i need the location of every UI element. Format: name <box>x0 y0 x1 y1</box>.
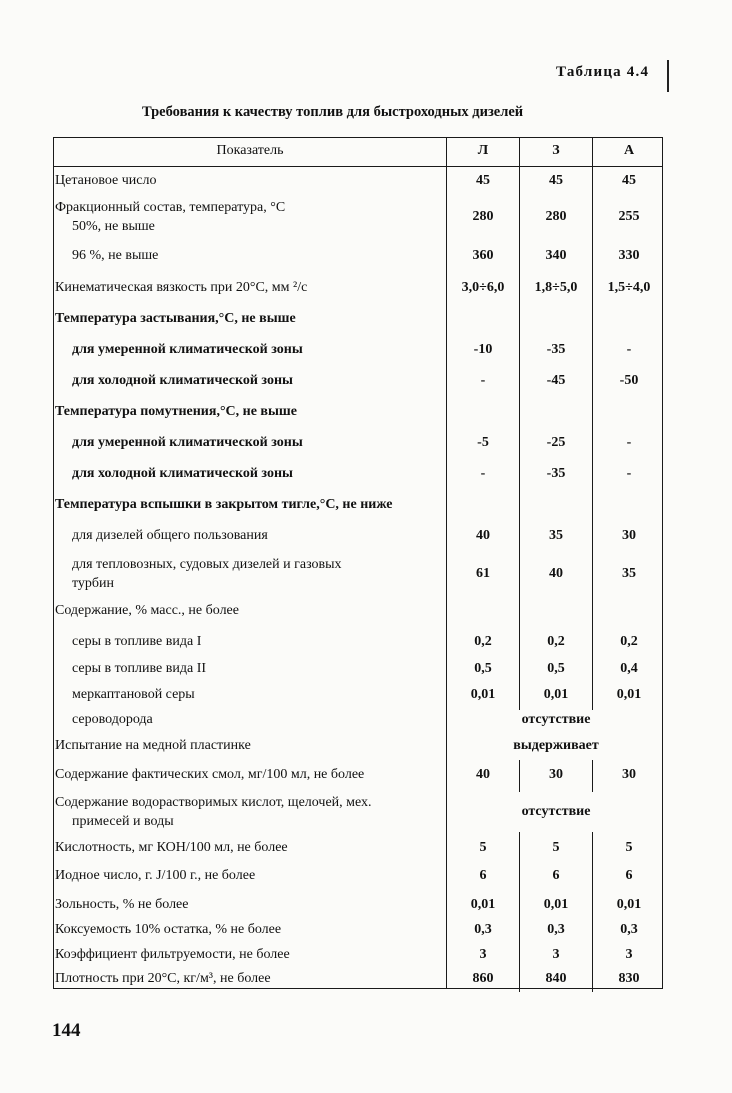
table-cell: 3 <box>479 947 487 962</box>
table-cell: 0,2 <box>620 634 638 649</box>
row-label: серы в топливе вида I <box>72 634 202 649</box>
row-label: серы в топливе вида II <box>72 661 207 676</box>
row-label: меркаптановой серы <box>72 687 195 702</box>
merged-value: отсутствие <box>521 804 591 819</box>
row-label: Коэффициент фильтруемости, не более <box>55 947 290 962</box>
row-label: Температура помутнения,°С, не выше <box>55 404 297 419</box>
table-cell: 840 <box>545 971 567 986</box>
table-cell: 0,01 <box>616 687 642 702</box>
table-cell: -25 <box>546 435 566 450</box>
table-cell: 35 <box>622 566 636 581</box>
table-title: Требования к качеству топлив для быстроходных дизелей <box>142 104 524 120</box>
table-cell: - <box>480 466 486 481</box>
table-cell: 30 <box>549 767 563 782</box>
table-cell: 35 <box>549 528 563 543</box>
table-cell: 0,01 <box>470 687 496 702</box>
column-divider <box>519 137 520 710</box>
table-cell: 30 <box>622 528 636 543</box>
row-label: Коксуемость 10% остатка, % не более <box>55 922 282 937</box>
row-label-continued: примесей и воды <box>72 814 174 829</box>
table-cell: 0,01 <box>470 897 496 912</box>
column-header: Показатель <box>216 143 284 158</box>
margin-bar <box>667 60 669 92</box>
row-label: для холодной климатической зоны <box>72 466 293 481</box>
table-cell: -35 <box>546 342 566 357</box>
table-cell: 280 <box>472 209 494 224</box>
table-cell: 5 <box>479 840 487 855</box>
table-cell: -5 <box>477 435 489 450</box>
table-cell: - <box>480 373 486 388</box>
table-cell: 40 <box>476 767 490 782</box>
table-cell: 40 <box>476 528 490 543</box>
row-label: для умеренной климатической зоны <box>72 435 303 450</box>
row-label: Зольность, % не более <box>55 897 189 912</box>
page-number: 144 <box>52 1020 81 1041</box>
row-label: Температура застывания,°С, не выше <box>55 311 296 326</box>
table-cell: 0,3 <box>547 922 565 937</box>
table-cell: 280 <box>545 209 567 224</box>
row-label-continued: турбин <box>72 576 115 591</box>
column-divider <box>519 832 520 992</box>
column-header: Л <box>477 143 489 158</box>
row-label: для тепловозных, судовых дизелей и газовых <box>72 557 342 572</box>
table-label: Таблица 4.4 <box>556 64 650 80</box>
column-divider <box>592 137 593 710</box>
table-cell: 61 <box>476 566 490 581</box>
column-header: З <box>552 143 560 158</box>
merged-value: отсутствие <box>521 712 591 727</box>
table-cell: 6 <box>625 868 633 883</box>
table-cell: 6 <box>479 868 487 883</box>
table-cell: 45 <box>622 173 636 188</box>
row-label: Содержание, % масс., не более <box>55 603 239 618</box>
table-cell: 360 <box>472 248 494 263</box>
table-cell: 0,4 <box>620 661 638 676</box>
table-cell: 0,5 <box>474 661 492 676</box>
row-label: Фракционный состав, температура, °С <box>55 200 286 215</box>
table-cell: 0,2 <box>474 634 492 649</box>
row-label: Температура вспышки в закрытом тигле,°С, не ниже <box>55 497 393 512</box>
table-cell: 3 <box>552 947 560 962</box>
table-cell: 5 <box>552 840 560 855</box>
table-cell: 45 <box>549 173 563 188</box>
row-label: для холодной климатической зоны <box>72 373 293 388</box>
table-cell: - <box>626 342 632 357</box>
column-header: А <box>623 143 635 158</box>
table-cell: 6 <box>552 868 560 883</box>
row-label: Испытание на медной пластинке <box>55 738 251 753</box>
table-cell: 1,5÷4,0 <box>607 280 651 295</box>
table-cell: - <box>626 435 632 450</box>
column-divider <box>592 760 593 792</box>
table-cell: 330 <box>618 248 640 263</box>
row-label: Содержание водорастворимых кислот, щелочей, мех. <box>55 795 372 810</box>
table-cell: 40 <box>549 566 563 581</box>
column-divider <box>592 832 593 992</box>
row-label-continued: 50%, не выше <box>72 219 155 234</box>
row-label: для умеренной климатической зоны <box>72 342 303 357</box>
table-cell: 0,2 <box>547 634 565 649</box>
row-label: сероводорода <box>72 712 153 727</box>
header-divider <box>53 166 663 167</box>
table-cell: -35 <box>546 466 566 481</box>
table-cell: 3,0÷6,0 <box>461 280 505 295</box>
row-label: Цетановое число <box>55 173 157 188</box>
table-cell: -50 <box>619 373 639 388</box>
table-cell: 0,01 <box>543 687 569 702</box>
row-label: Кислотность, мг КОН/100 мл, не более <box>55 840 288 855</box>
table-cell: -45 <box>546 373 566 388</box>
column-divider <box>446 137 447 989</box>
table-cell: 5 <box>625 840 633 855</box>
row-label: Плотность при 20°С, кг/м³, не более <box>55 971 271 986</box>
table-cell: 340 <box>545 248 567 263</box>
row-label: 96 %, не выше <box>72 248 159 263</box>
table-cell: 30 <box>622 767 636 782</box>
table-cell: 860 <box>472 971 494 986</box>
table-cell: 1,8÷5,0 <box>534 280 578 295</box>
table-cell: 830 <box>618 971 640 986</box>
column-divider <box>519 760 520 792</box>
row-label: Иодное число, г. J/100 г., не более <box>55 868 256 883</box>
table-cell: 45 <box>476 173 490 188</box>
table-cell: 255 <box>618 209 640 224</box>
table-cell: - <box>626 466 632 481</box>
table-cell: 0,01 <box>543 897 569 912</box>
table-cell: 0,5 <box>547 661 565 676</box>
row-label: для дизелей общего пользования <box>72 528 268 543</box>
table-cell: 3 <box>625 947 633 962</box>
table-cell: 0,3 <box>620 922 638 937</box>
merged-value: выдерживает <box>513 738 599 753</box>
table-cell: 0,01 <box>616 897 642 912</box>
row-label: Кинематическая вязкость при 20°С, мм ²/с <box>55 280 308 295</box>
table-cell: -10 <box>473 342 493 357</box>
table-cell: 0,3 <box>474 922 492 937</box>
row-label: Содержание фактических смол, мг/100 мл, не более <box>55 767 365 782</box>
